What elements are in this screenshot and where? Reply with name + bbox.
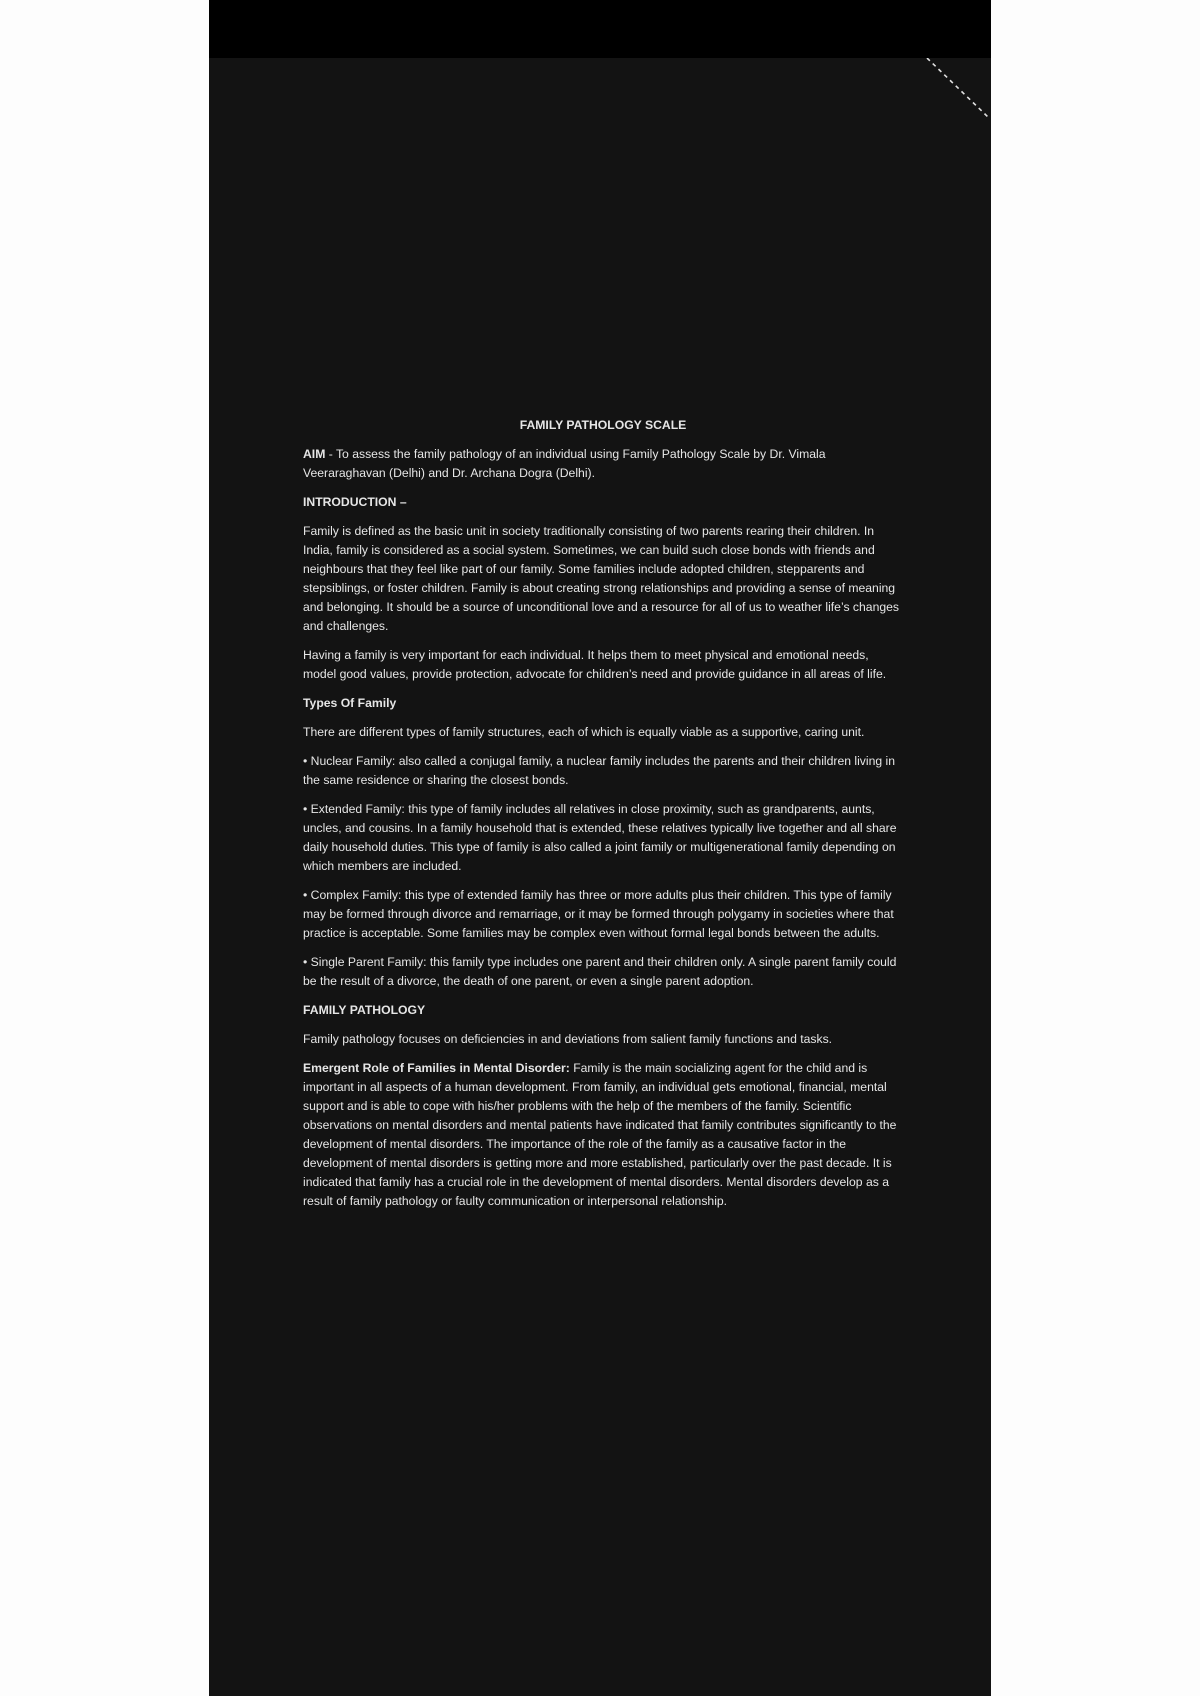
aim-text: - To assess the family pathology of an individual using Family Pathology Scale by Dr. Vimala Veeraraghavan (Delhi) and Dr. Archana Dogra (Delhi). [303, 447, 826, 480]
emergent-role-label: Emergent Role of Families in Mental Disorder: [303, 1061, 570, 1075]
types-heading: Types Of Family [303, 696, 397, 710]
type-item-nuclear: • Nuclear Family: also called a conjugal family, a nuclear family includes the parents and their children living in the same residence or sharing the closest bonds. [303, 754, 896, 787]
type-item-extended: • Extended Family: this type of family includes all relatives in close proximity, such as grandparents, aunts, uncles, and cousins. In a family household that is extended, these relatives typically live together and all share daily household duties. This type of family is also called a joint family or multigenerational family depending on which members are included. [303, 802, 897, 873]
type-item-single-parent: • Single Parent Family: this family type includes one parent and their children only. A single parent family could be the result of a divorce, the death of one parent, or even a single parent adoption. [303, 955, 897, 988]
page-top-band [209, 0, 991, 58]
aim-paragraph [303, 445, 903, 483]
document-title: FAMILY PATHOLOGY SCALE [519, 418, 687, 432]
intro-paragraph-1: Family is defined as the basic unit in society traditionally consisting of two parents rearing their children. In India, family is considered as a social system. Sometimes, we can build such close bonds with friends and neighbours that they feel like part of our family. Some families include adopted children, stepparents and stepsiblings, or foster children. Family is about creating strong relationships and providing a sense of meaning and belonging. It should be a source of unconditional love and a resource for all of us to weather life’s changes and challenges. [303, 524, 899, 633]
document-content [303, 416, 903, 1221]
type-item-complex: • Complex Family: this type of extended family has three or more adults plus their children. This type of family may be formed through divorce and remarriage, or it may be formed through polygamy in societies where that practice is acceptable. Some families may be complex even without formal legal bonds between the adults. [303, 888, 894, 940]
types-intro-paragraph: There are different types of family structures, each of which is equally viable as a supportive, caring unit. [303, 725, 865, 739]
emergent-role-text: Family is the main socializing agent for the child and is important in all aspects of a human development. From family, an individual gets emotional, financial, mental support and is able to cope with his/her problems with the help of the members of the family. Scientific observations on mental disorders and mental patients have indicated that family contributes significantly to the development of mental disorders. The importance of the role of the family as a causative factor in the development of mental disorders is getting more and more established, particularly over the past decade. It is indicated that family has a crucial role in the development of mental disorders. Mental disorders develop as a result of family pathology or faulty communication or interpersonal relationship. [303, 1061, 897, 1208]
aim-label: AIM [303, 447, 326, 461]
pathology-paragraph: Family pathology focuses on deficiencies in and deviations from salient family functions and tasks. [303, 1032, 833, 1046]
document-page [209, 0, 991, 1696]
pathology-heading: FAMILY PATHOLOGY [303, 1003, 426, 1017]
page-corner-fold [925, 58, 991, 120]
intro-paragraph-2: Having a family is very important for each individual. It helps them to meet physical and emotional needs, model good values, provide protection, advocate for children’s need and provide guidance in all areas of life. [303, 648, 887, 681]
introduction-heading: INTRODUCTION – [303, 495, 407, 509]
emergent-role-paragraph [303, 1059, 903, 1211]
